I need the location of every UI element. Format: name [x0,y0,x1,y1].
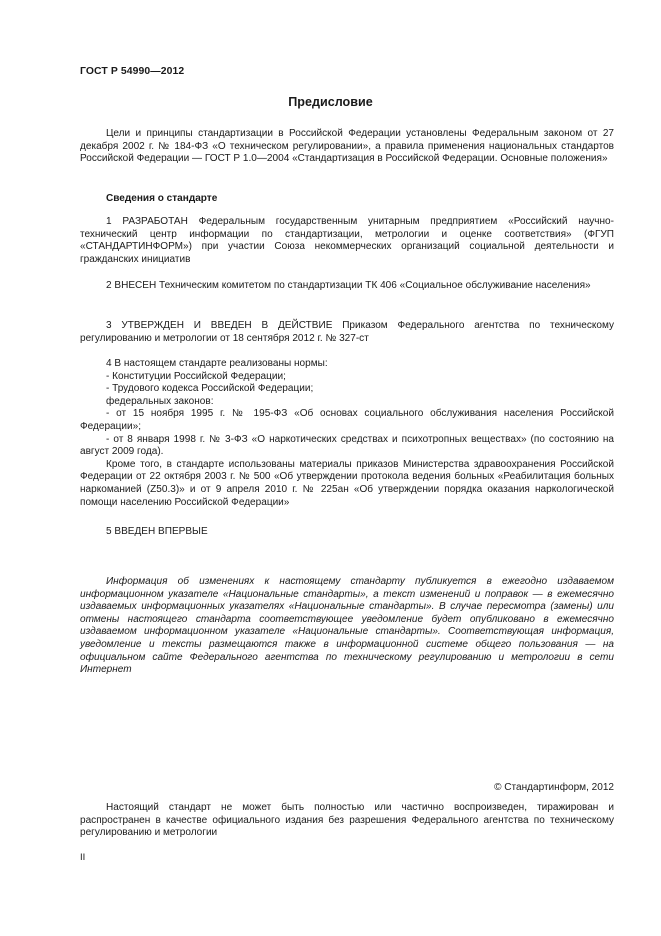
notice-block [80,576,614,677]
notice-paragraph: Информация об изменениях к настоящему стандарту публикуется в ежегодно издаваемом информационном указателе «Национальные стандарты», а текст изменений и поправок — в ежемесячно издаваемых информационных указателях «Национальные стандарты». В случае пересмотра (замены) или отмены настоящего стандарта соответствующее уведомление будет опубликовано в ежемесячно издаваемом информационном указателе «Национальные стандарты». Соответствующая информация, уведомление и тексты размещаются также в информационной системе общего пользования — на официальном сайте Федерального агентства по техническому регулированию и метрологии в сети Интернет [80,576,614,676]
item-4-line-labor-code: - Трудового кодекса Российской Федерации; [106,383,314,395]
copyright-line: © Стандартинформ, 2012 [494,782,614,793]
item-5-paragraph: 5 ВВЕДЕН ВПЕРВЫЕ [106,526,208,537]
reproduction-paragraph: Настоящий стандарт не может быть полностью или частично воспроизведен, тиражирован и распространен в качестве официального издания без разрешения Федерального агентства по техническому регулированию и метрологии [80,802,614,839]
page-number: II [80,852,86,863]
item-4-line-additional-materials: Кроме того, в стандарте использованы материалы приказов Министерства здравоохранения Российской Федерации от 22 октября 2003 г. № 500 «Об утверждении протокола ведения больных «Реабилитация больных наркоманией (Z50.3)» и от 9 апреля 2010 г. № 225ан «Об утверждении порядка оказания наркологической помощи населению Российской Федерации» [80,458,614,508]
item-4-line-law-3: - от 8 января 1998 г. № 3-ФЗ «О наркотических средствах и психотропных веществах» (по состоянию на август 2009 года). [80,433,614,458]
intro-block [80,128,614,166]
document-code-header: ГОСТ Р 54990—2012 [80,66,185,77]
item-2-paragraph: 2 ВНЕСЕН Техническим комитетом по стандартизации ТК 406 «Социальное обслуживание населения» [106,280,591,291]
item-5-block [80,526,614,539]
item-2-block [80,280,614,293]
item-3-block [80,320,614,345]
item-1-paragraph: 1 РАЗРАБОТАН Федеральным государственным унитарным предприятием «Российский научно-технический центр информации по стандартизации, метрологии и оценке соответствия» (ФГУП «СТАНДАРТИНФОРМ») при участии Союза некоммерческих организаций социальной деятельности и гражданских инициатив [80,216,614,265]
item-1-block [80,216,614,266]
item-4-line-law-195: - от 15 ноября 1995 г. № 195-ФЗ «Об основах социального обслуживания населения Российской Федерации»; [80,408,614,432]
intro-paragraph: Цели и принципы стандартизации в Российской Федерации установлены Федеральным законом от 27 декабря 2002 г. № 184-ФЗ «О техническом регулировании», а правила применения национальных стандартов Российской Федерации — ГОСТ Р 1.0—2004 «Стандартизация в Российской Федерации. Основные положения» [80,128,614,165]
page-title: Предисловие [288,95,373,109]
reproduction-block [80,802,614,840]
item-4-lead: 4 В настоящем стандарте реализованы нормы: [106,358,328,369]
item-4-line-federal-laws: федеральных законов: [106,395,214,407]
standard-info-heading: Сведения о стандарте [106,193,218,204]
item-3-paragraph: 3 УТВЕРЖДЕН И ВВЕДЕН В ДЕЙСТВИЕ Приказом Федерального агентства по техническому регулированию и метрологии от 18 сентября 2012 г. № 327-ст [80,320,614,344]
item-4-line-constitution: - Конституции Российской Федерации; [106,370,286,382]
item-4-block [80,358,614,509]
